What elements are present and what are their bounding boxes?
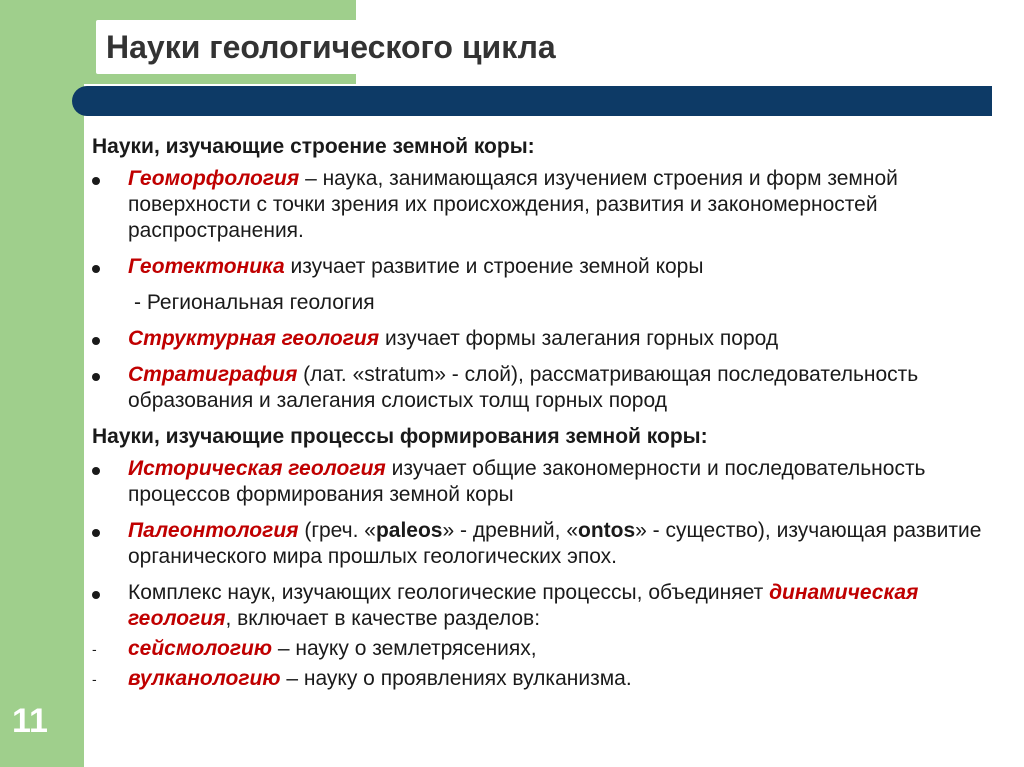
sidebar-accent [0,0,84,767]
description: – науку о проявлениях вулканизма. [280,667,632,690]
slide-number: 11 [12,702,48,740]
term: сейсмологию [128,637,273,660]
description: изучает формы залегания горных пород [379,327,779,350]
greek-word: ontos [578,519,636,542]
bullet-icon [92,254,116,280]
list-item [92,362,982,414]
bullet-icon [92,362,116,388]
section-heading: Науки, изучающие строение земной коры: [92,135,535,158]
list-item [92,580,982,632]
bullet-icon [92,456,116,482]
term: Структурная геология [128,327,380,350]
list-item [92,326,982,352]
slide-content [92,134,982,702]
bullet-icon [92,580,116,606]
list-item [92,518,982,570]
description: – наука, занимающаяся изучением строения и форм земной поверхности с точки зрения их происхождения, развития и закономерностей распространения. [128,167,898,242]
term: динамическая геология [128,581,919,630]
term: Палеонтология [128,519,299,542]
term: Историческая геология [128,457,386,480]
bullet-icon [92,518,116,544]
description: – науку о землетрясениях, [272,637,537,660]
dash-marker: - [92,641,97,657]
description-part: » - древний, « [442,519,578,542]
title-underline-bar [72,86,992,116]
slide-title: Науки геологического цикла [96,20,666,74]
term: Стратиграфия [128,363,298,386]
dash-item [92,636,982,662]
description: изучает общие закономерности и последовательность процессов формирования земной коры [128,457,926,506]
dash-item [92,666,982,692]
term: Геоморфология [128,167,300,190]
dash-marker: - [92,671,97,687]
list-item [92,254,982,280]
greek-word: paleos [375,519,443,542]
description-part: » - существо), изучающая развитие органического мира прошлых геологических эпох. [128,519,982,568]
section-heading: Науки, изучающие процессы формирования земной коры: [92,425,708,448]
bullet-icon [92,326,116,352]
description: изучает развитие и строение земной коры [284,255,704,278]
description-part: (греч. « [298,519,376,542]
term: вулканологию [128,667,281,690]
sub-item: - Региональная геология [134,291,375,314]
term: Геотектоника [128,255,285,278]
bullet-icon [92,166,116,192]
description-part: Комплекс наук, изучающих геологические процессы, объединяет [128,581,770,604]
list-item [92,166,982,244]
list-item [92,456,982,508]
description: (лат. «stratum» - слой), рассматривающая последовательность образования и залегания слоистых толщ горных пород [128,363,919,412]
description: , включает в качестве разделов: [225,607,541,630]
